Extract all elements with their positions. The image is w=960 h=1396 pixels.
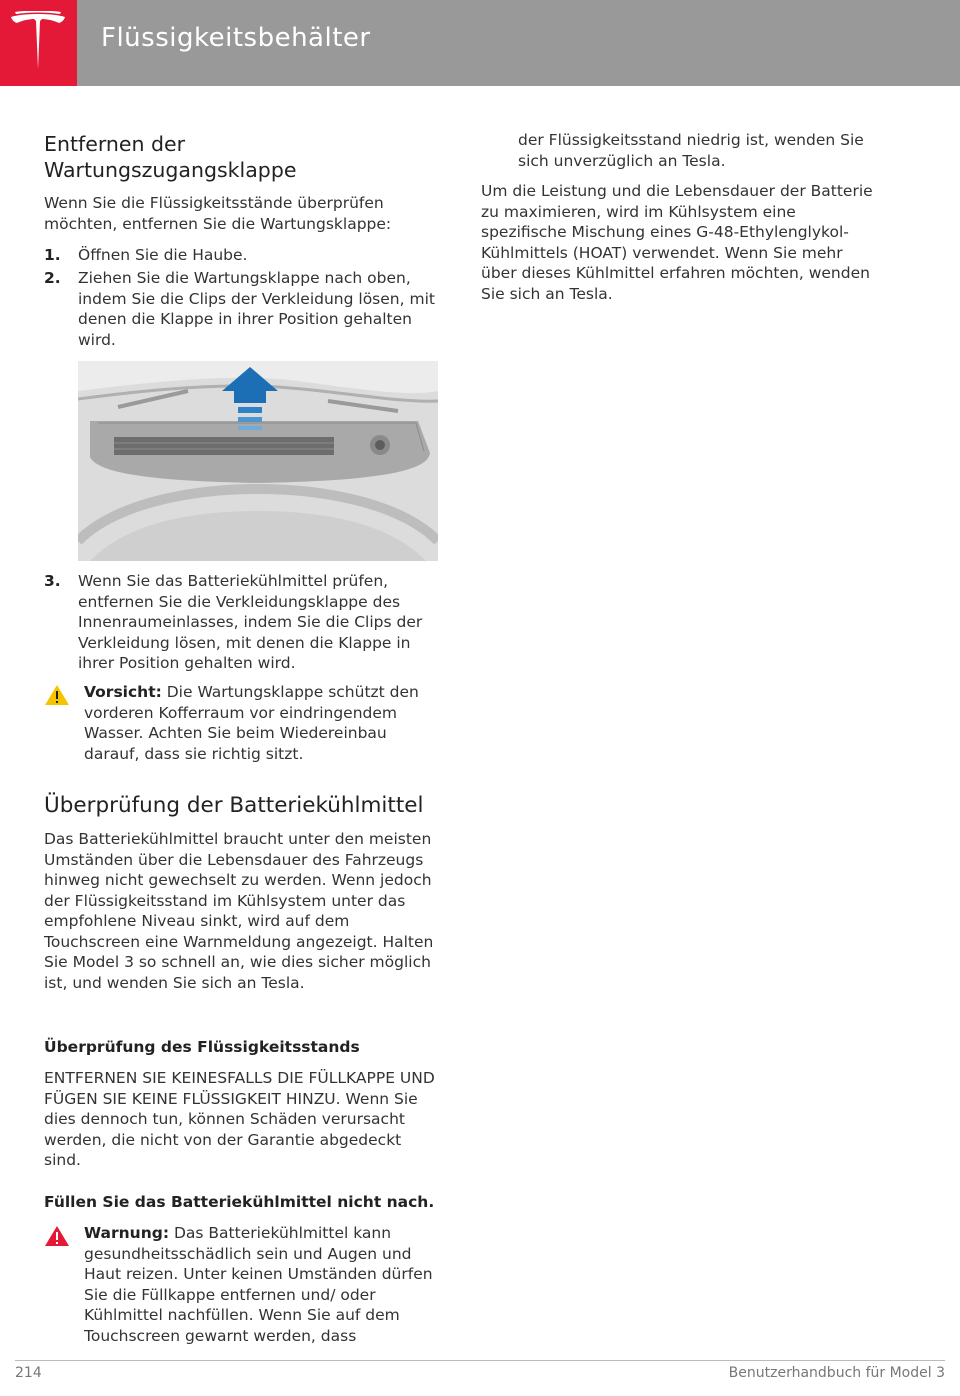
caution-text: Die Wartungsklappe schützt den vorderen Kofferraum vor eindringendem Wasser. Achten Sie beim Wiedereinbau darauf, dass sie richtig sitzt. [84,683,419,763]
caution-triangle-icon [44,684,70,712]
page-title: Flüssigkeitsbehälter [101,23,371,53]
list-text: Ziehen Sie die Wartungsklappe nach oben, indem Sie die Clips der Verkleidung lösen, mit denen die Klappe in ihrer Position gehalten wird. [78,269,435,349]
intro-paragraph: Wenn Sie die Flüssigkeitsstände überprüfen möchten, entfernen Sie die Wartungsklappe: [44,194,392,233]
caution-note [44,682,439,764]
list-number: 2. [44,269,61,287]
manual-title: Benutzerhandbuch für Model 3 [728,1365,945,1381]
subheading: Füllen Sie das Batteriekühlmittel nicht nach. [44,1193,435,1211]
paragraph: Um die Leistung und die Lebensdauer der Batterie zu maximieren, wird im Kühlsystem eine spezifische Mischung eines G-48-Ethylenglykol-Kühlmittels (HOAT) verwendet. Wenn Sie mehr über dieses Kühlmittel erfahren möchten, wenden Sie sich an Tesla. [481,182,873,303]
section-heading: Überprüfung der Batteriekühlmittel [44,793,424,818]
page-header [0,0,960,86]
warning-triangle-icon [44,1225,70,1253]
tesla-logo [0,0,77,86]
tesla-t-icon [9,11,67,75]
warning-note [44,1223,439,1346]
section-heading: Entfernen der Wartungszugangsklappe [44,132,297,182]
paragraph: ENTFERNEN SIE KEINESFALLS DIE FÜLLKAPPE UND FÜGEN SIE KEINE FLÜSSIGKEIT HINZU. Wenn Sie dies dennoch tun, können Schäden verursacht werden, die nicht von der Garantie abgedeckt sind. [44,1069,435,1169]
subheading: Überprüfung des Flüssigkeitsstands [44,1038,360,1056]
warning-label: Warnung: [84,1224,170,1242]
list-item [44,571,439,674]
caution-label: Vorsicht: [84,683,162,701]
warning-continuation: der Flüssigkeitsstand niedrig ist, wenden Sie sich unverzüglich an Tesla. [518,131,864,170]
footer-divider [15,1360,945,1361]
list-text: Öffnen Sie die Haube. [78,246,248,264]
paragraph: Das Batteriekühlmittel braucht unter den meisten Umständen über die Lebensdauer des Fahrzeugs hinweg nicht gewechselt zu werden. Wenn jedoch der Flüssigkeitsstand im Kühlsystem unter das empfohlene Niveau sinkt, wird auf dem Touchscreen eine Warnmeldung angezeigt. Halten Sie Model 3 so schnell an, wie dies sicher möglich ist, und wenden Sie sich an Tesla. [44,830,434,992]
list-text: Wenn Sie das Batteriekühlmittel prüfen, entfernen Sie die Verkleidungsklappe des Innenraumeinlasses, indem Sie die Clips der Verkleidung lösen, mit denen die Klappe in ihrer Position gehalten wird. [78,572,423,672]
list-item [44,268,439,350]
list-number: 1. [44,246,61,264]
warning-text: Das Batteriekühlmittel kann gesundheitsschädlich sein und Augen und Haut reizen. Unter keinen Umständen dürfen Sie die Füllkappe entfernen und/ oder Kühlmittel nachfüllen. Wenn Sie auf dem Touchscreen gewarnt werden, dass [84,1224,433,1345]
service-panel-illustration [78,361,438,561]
list-number: 3. [44,572,61,590]
page-number: 214 [15,1365,42,1381]
list-item [44,245,439,266]
service-panel-image [78,361,438,561]
